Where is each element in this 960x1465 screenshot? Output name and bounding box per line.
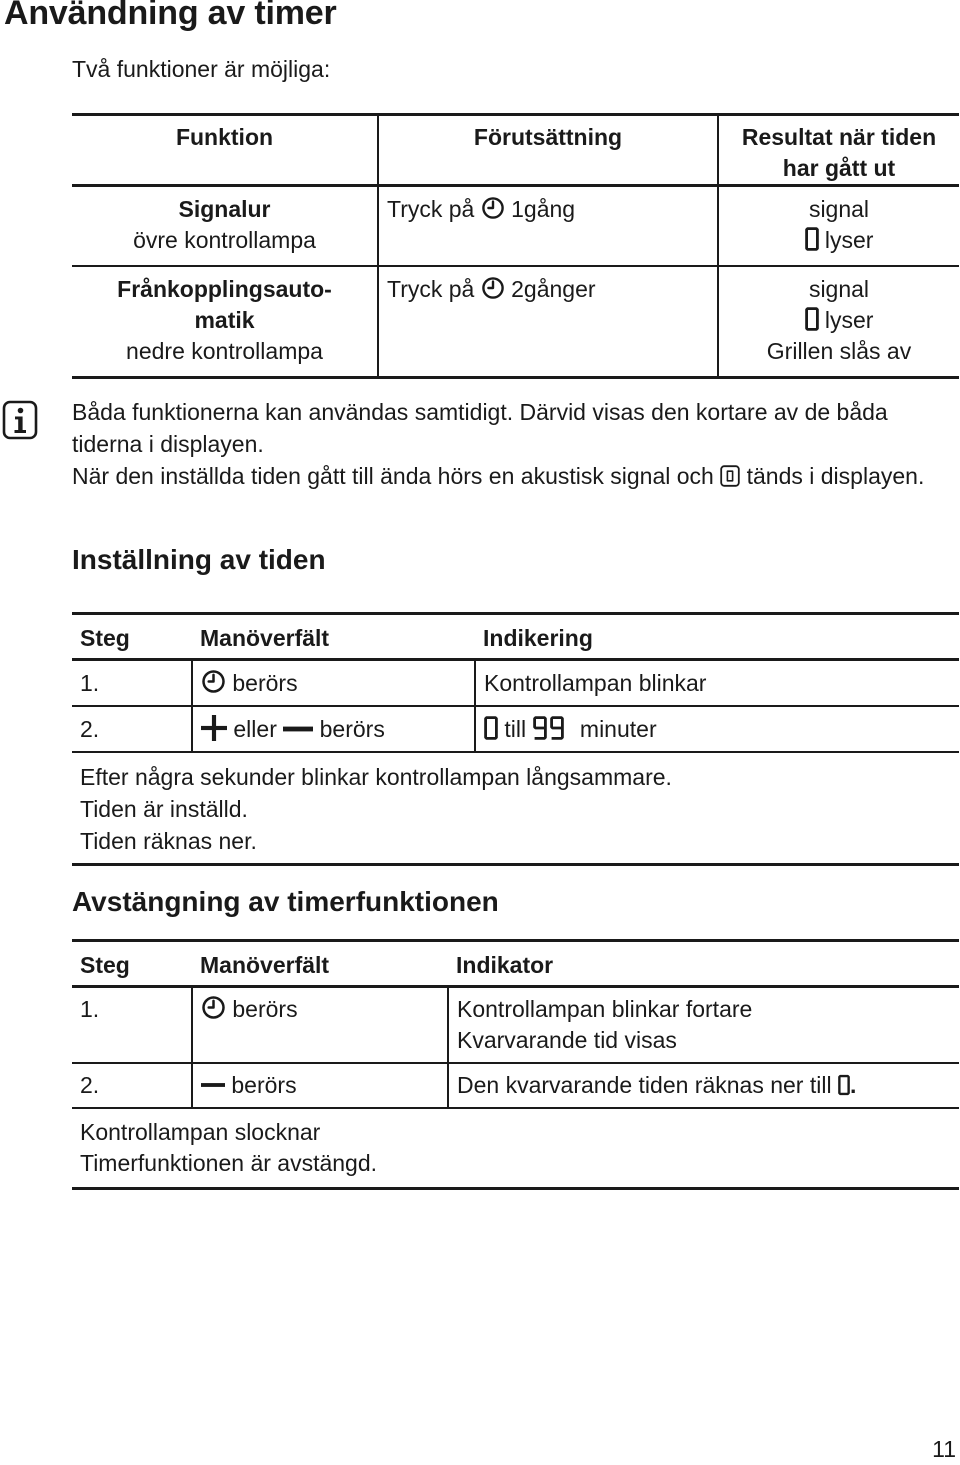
step-cell: 2.: [72, 706, 192, 752]
function-lamp: nedre kontrollampa: [126, 338, 323, 364]
note-line: Tiden räknas ner.: [80, 828, 257, 854]
intro-text: Två funktioner är möjliga:: [72, 56, 331, 82]
note-line: Tiden är inställd.: [80, 796, 248, 822]
table-header-row: [72, 115, 959, 186]
info-line-2-prefix: När den inställda tiden gått till ända hörs en akustisk signal och: [72, 463, 714, 489]
function-lamp: övre kontrollampa: [133, 227, 316, 253]
segment-digit-0-icon: [838, 1074, 850, 1096]
condition-prefix: Tryck på: [387, 196, 475, 222]
plus-icon: [201, 715, 227, 741]
result-grill-off: Grillen slås av: [766, 338, 912, 364]
result-display: [727, 225, 951, 256]
control-text: berörs: [319, 716, 385, 742]
control-cell: [192, 987, 448, 1064]
segment-digit-9-icon: [533, 716, 547, 740]
note-line: Timerfunktionen är avstängd.: [80, 1150, 378, 1176]
indicator-cell: [448, 987, 959, 1064]
result-lyser: lyser: [824, 307, 874, 333]
minus-icon: [283, 725, 313, 733]
step-cell: 1.: [72, 987, 192, 1064]
control-cell: [192, 706, 475, 752]
result-signal: signal: [808, 276, 870, 302]
segment-digit-9-icon: [550, 716, 564, 740]
indication-cell: [475, 706, 959, 752]
header-result-line1: Resultat när tiden: [741, 124, 937, 150]
header-control: Manöverfält: [192, 941, 448, 987]
section-title-setting: Inställning av tiden: [72, 544, 326, 575]
functions-table: [72, 113, 959, 379]
timer-clock-icon: [201, 669, 226, 694]
indicator-cell: [448, 1063, 959, 1108]
info-line-2-suffix: tänds i displayen.: [746, 463, 925, 489]
header-result: [718, 115, 959, 186]
minus-icon: [201, 1081, 225, 1089]
indicator-line2: Kvarvarande tid visas: [457, 1027, 677, 1053]
info-line-2: [72, 460, 952, 492]
table-row: [72, 987, 959, 1064]
condition-cell: [378, 186, 718, 267]
header-step: Steg: [72, 941, 192, 987]
page-title: Användning av timer: [4, 0, 337, 32]
function-cell: [72, 186, 378, 267]
note-cell: [72, 752, 959, 865]
control-text: berörs: [232, 996, 298, 1022]
control-or: eller: [233, 716, 277, 742]
indication-cell: Kontrollampan blinkar: [475, 660, 959, 707]
function-name-line1: Frånkopplingsauto-: [117, 276, 332, 302]
condition-prefix: Tryck på: [387, 276, 475, 302]
setting-table: [72, 612, 959, 866]
condition-count: 2gånger: [511, 276, 596, 302]
display-digit-0-icon: [720, 465, 740, 487]
control-text: berörs: [232, 670, 298, 696]
result-display: [727, 305, 951, 336]
shutdown-table: [72, 939, 959, 1190]
result-lyser: lyser: [824, 227, 874, 253]
segment-digit-0-icon: [484, 716, 498, 740]
header-indication: Indikering: [475, 614, 959, 660]
table-row: [72, 1063, 959, 1108]
ind-minutes: minuter: [579, 716, 657, 742]
info-text: [72, 396, 952, 492]
header-function: Funktion: [72, 115, 378, 186]
page-number: 11: [932, 1436, 956, 1462]
timer-clock-icon: [481, 196, 505, 220]
result-cell: [718, 266, 959, 378]
timer-clock-icon: [201, 995, 226, 1020]
table-row: [72, 706, 959, 752]
control-cell: [192, 1063, 448, 1108]
result-signal: signal: [808, 196, 870, 222]
note-row: [72, 1108, 959, 1189]
condition-cell: [378, 266, 718, 378]
header-condition: Förutsättning: [378, 115, 718, 186]
indicator-line1: Kontrollampan blinkar fortare: [457, 996, 753, 1022]
step-cell: 1.: [72, 660, 192, 707]
header-control: Manöverfält: [192, 614, 475, 660]
table-row: [72, 186, 959, 267]
function-name-line2: matik: [194, 307, 255, 333]
info-icon: [2, 400, 38, 440]
condition-count: 1gång: [511, 196, 576, 222]
note-line: Kontrollampan slocknar: [80, 1119, 321, 1145]
indicator-dot: .: [849, 1072, 857, 1098]
indicator-prefix: Den kvarvarande tiden räknas ner till: [457, 1072, 832, 1098]
table-header-row: [72, 614, 959, 660]
step-cell: 2.: [72, 1063, 192, 1108]
timer-clock-icon: [481, 276, 505, 300]
control-cell: [192, 660, 475, 707]
ind-till: till: [504, 716, 527, 742]
function-cell: [72, 266, 378, 378]
segment-digit-0-icon: [805, 227, 819, 251]
header-result-line2: har gått ut: [782, 155, 896, 181]
segment-digit-0-icon: [805, 307, 819, 331]
section-title-shutdown: Avstängning av timerfunktionen: [72, 886, 499, 917]
header-indicator: Indikator: [448, 941, 959, 987]
note-line: Efter några sekunder blinkar kontrollampan långsammare.: [80, 764, 672, 790]
table-row: [72, 266, 959, 378]
header-step: Steg: [72, 614, 192, 660]
note-row: [72, 752, 959, 865]
info-line-1: Båda funktionerna kan användas samtidigt. Därvid visas den kortare av de båda tiderna i displayen.: [72, 399, 888, 457]
control-text: berörs: [231, 1072, 297, 1098]
result-cell: [718, 186, 959, 267]
function-name: Signalur: [178, 196, 271, 222]
table-row: [72, 660, 959, 707]
table-header-row: [72, 941, 959, 987]
note-cell: [72, 1108, 959, 1189]
